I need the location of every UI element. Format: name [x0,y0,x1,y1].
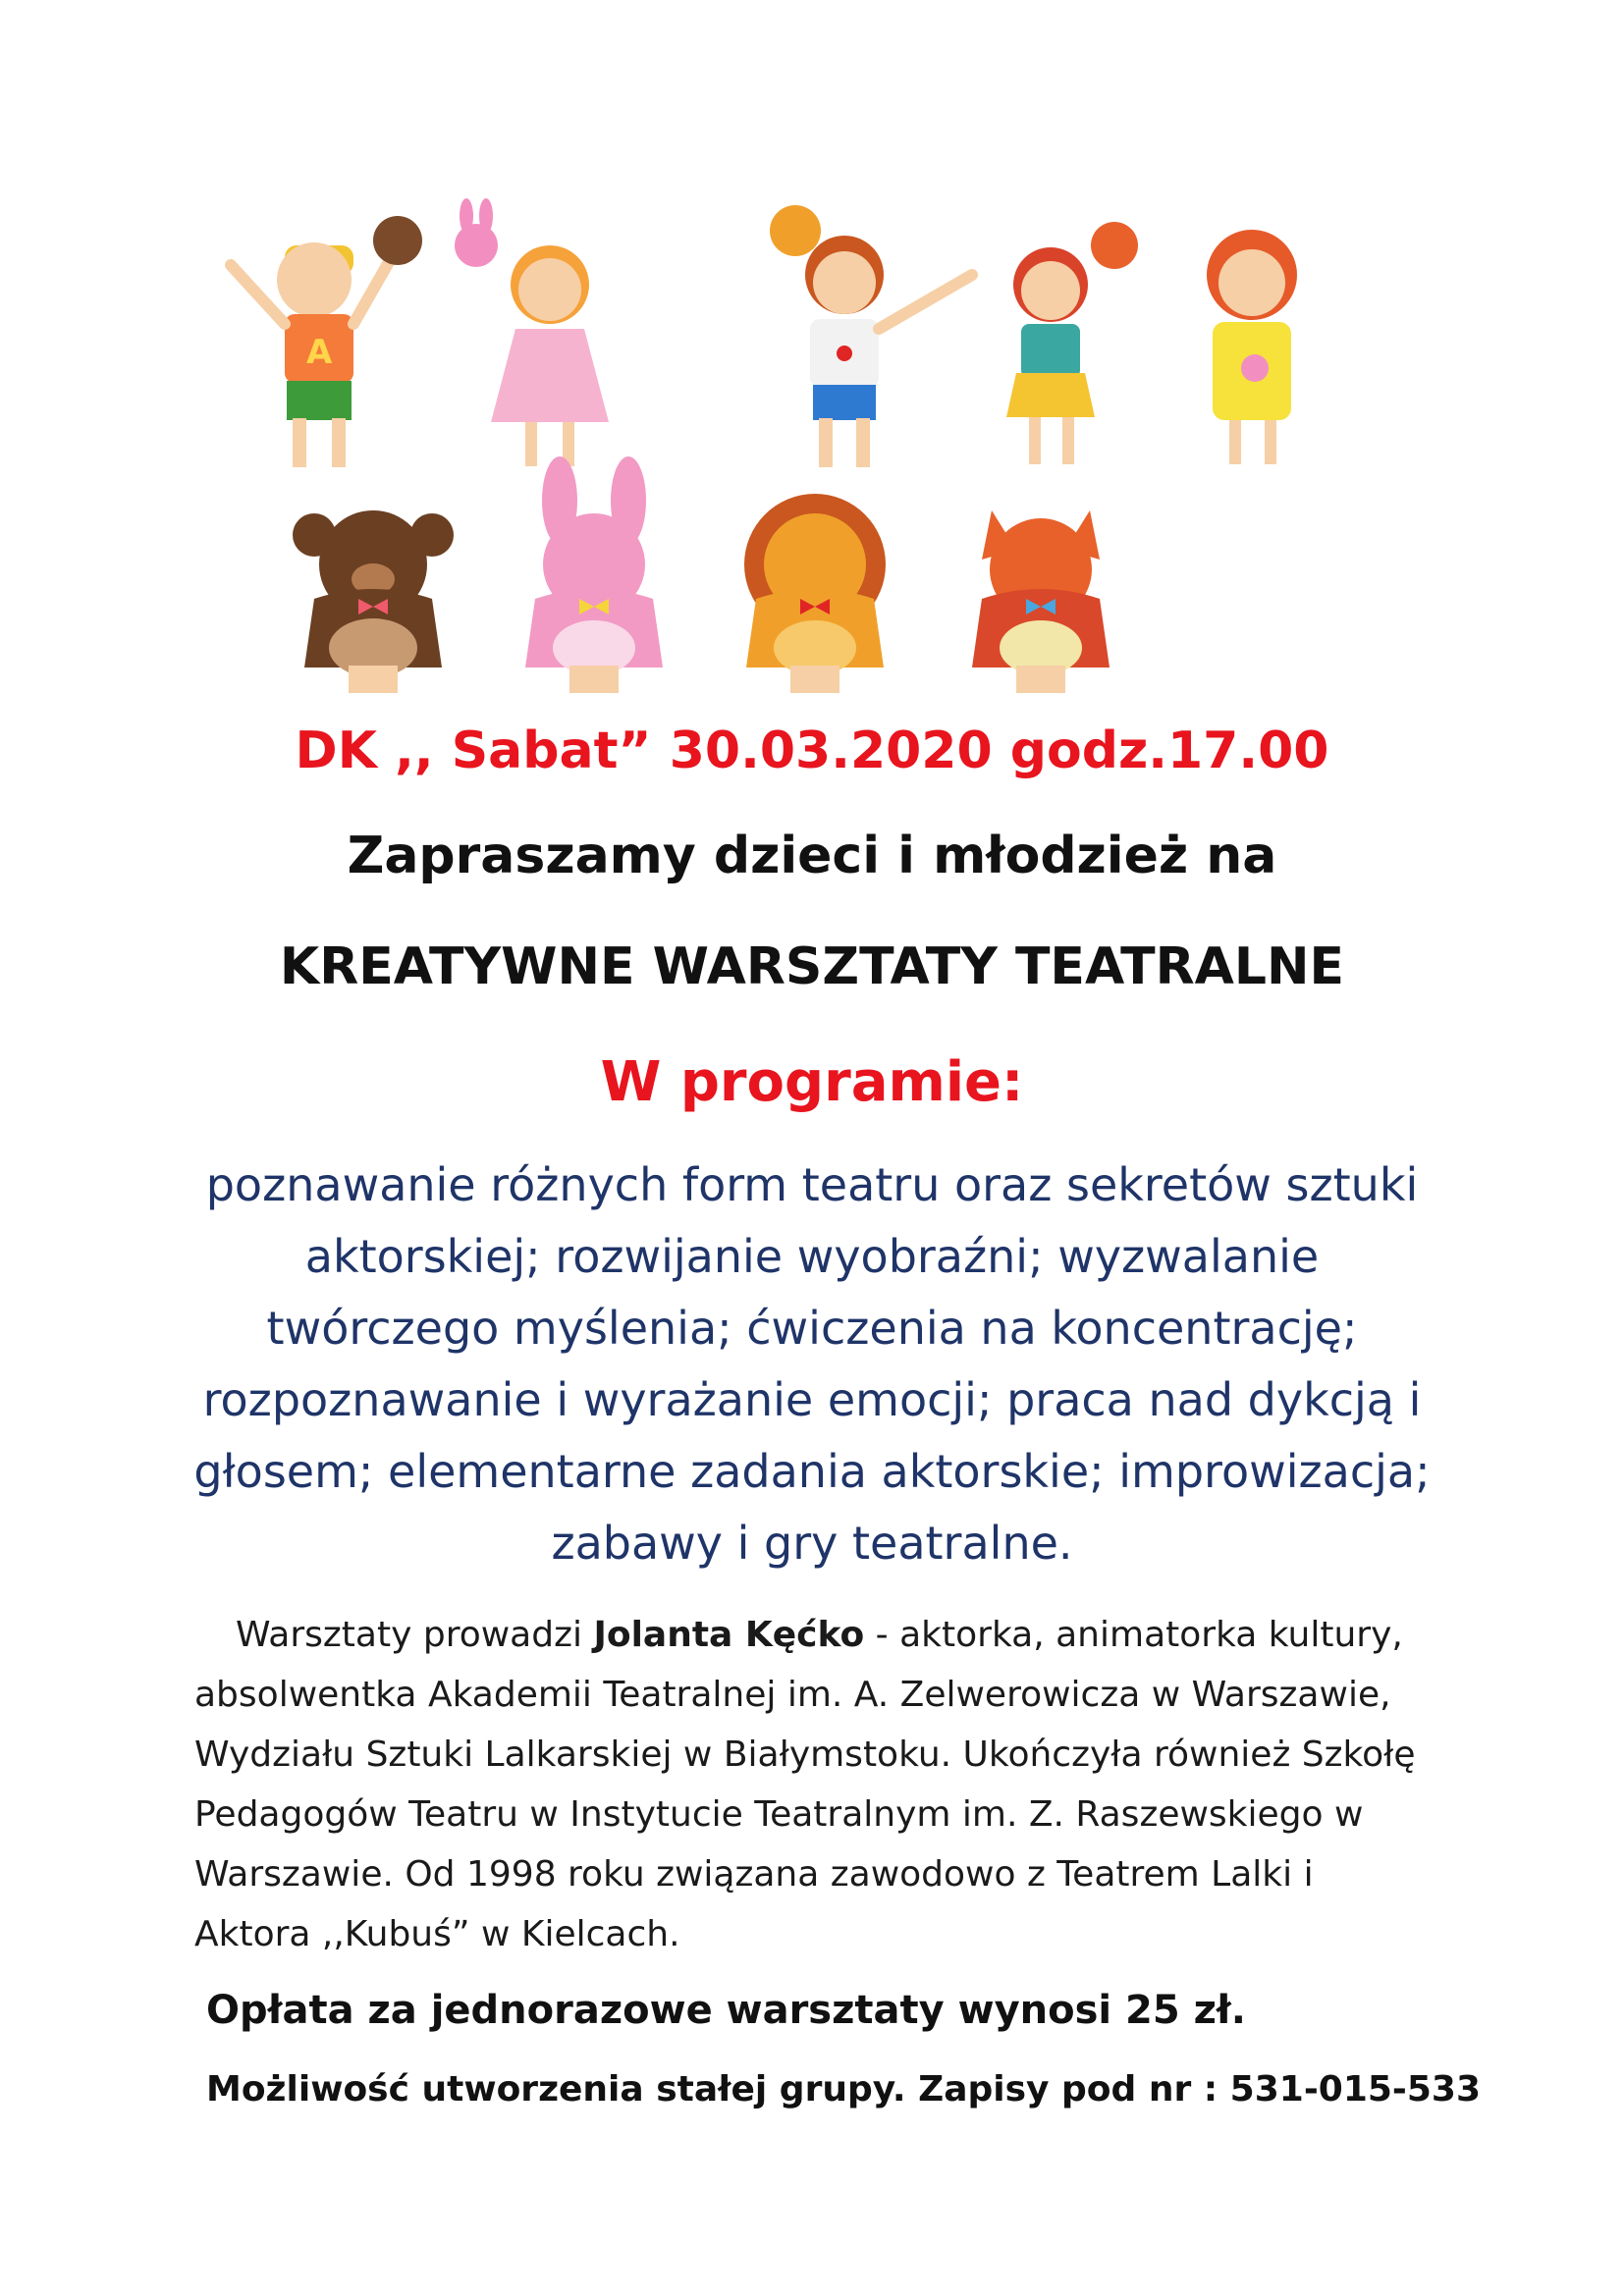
program-line: głosem; elementarne zadania aktorskie; improwizacja; [193,1445,1431,1498]
kid-girl-fox [1006,222,1138,464]
kid-girl-pink [455,198,609,466]
event-date-time: DK ,, Sabat” 30.03.2020 godz.17.00 [295,721,1329,780]
kid-boy-cap [231,216,422,467]
bio-line: Aktora ,,Kubuś” w Kielcach. [194,1914,680,1954]
program-line: twórczego myślenia; ćwiczenia na koncentrację; [266,1302,1358,1355]
instructor-name: Jolanta Kęćko [593,1615,865,1655]
bio-line: Wydziału Sztuki Lalkarskiej w Białymstoku. Ukończyła również Szkołę [194,1735,1416,1775]
fee-info: Opłata za jednorazowe warsztaty wynosi 25 zł. [206,1988,1246,2033]
kid-boy-lion [770,205,972,467]
program-line: zabawy i gry teatralne. [551,1517,1073,1570]
bio-line: Warszawie. Od 1998 roku związana zawodowo z Teatrem Lalki i [194,1854,1314,1895]
program-line: poznawanie różnych form teatru oraz sekretów sztuki [205,1158,1419,1211]
bio-line: absolwentka Akademii Teatralnej im. A. Zelwerowicza w Warszawie, [194,1675,1391,1715]
workshop-title: KREATYWNE WARSZTATY TEATRALNE [279,937,1345,996]
svg-text:A: A [306,333,333,372]
program-line: rozpoznawanie i wyrażanie emocji; praca nad dykcją i [202,1373,1422,1426]
bear-puppet [293,510,454,693]
program-heading: W programie: [600,1050,1024,1114]
kid-girl-yellow [1207,230,1297,464]
puppets-illustration [196,187,1473,697]
bio-suffix: - aktorka, animatorka kultury, [864,1615,1403,1655]
lion-puppet [744,494,886,693]
bio-first-line [236,1615,1403,1655]
signup-info: Możliwość utworzenia stałej grupy. Zapisy pod nr : 531-015-533 [206,2069,1482,2109]
fox-puppet [972,510,1110,693]
rabbit-puppet [525,456,663,693]
program-line: aktorskiej; rozwijanie wyobraźni; wyzwalanie [304,1230,1320,1283]
invitation-text: Zapraszamy dzieci i młodzież na [347,827,1277,885]
bio-line: Pedagogów Teatru w Instytucie Teatralnym im. Z. Raszewskiego w [194,1794,1364,1835]
bio-prefix: Warsztaty prowadzi [236,1615,594,1655]
